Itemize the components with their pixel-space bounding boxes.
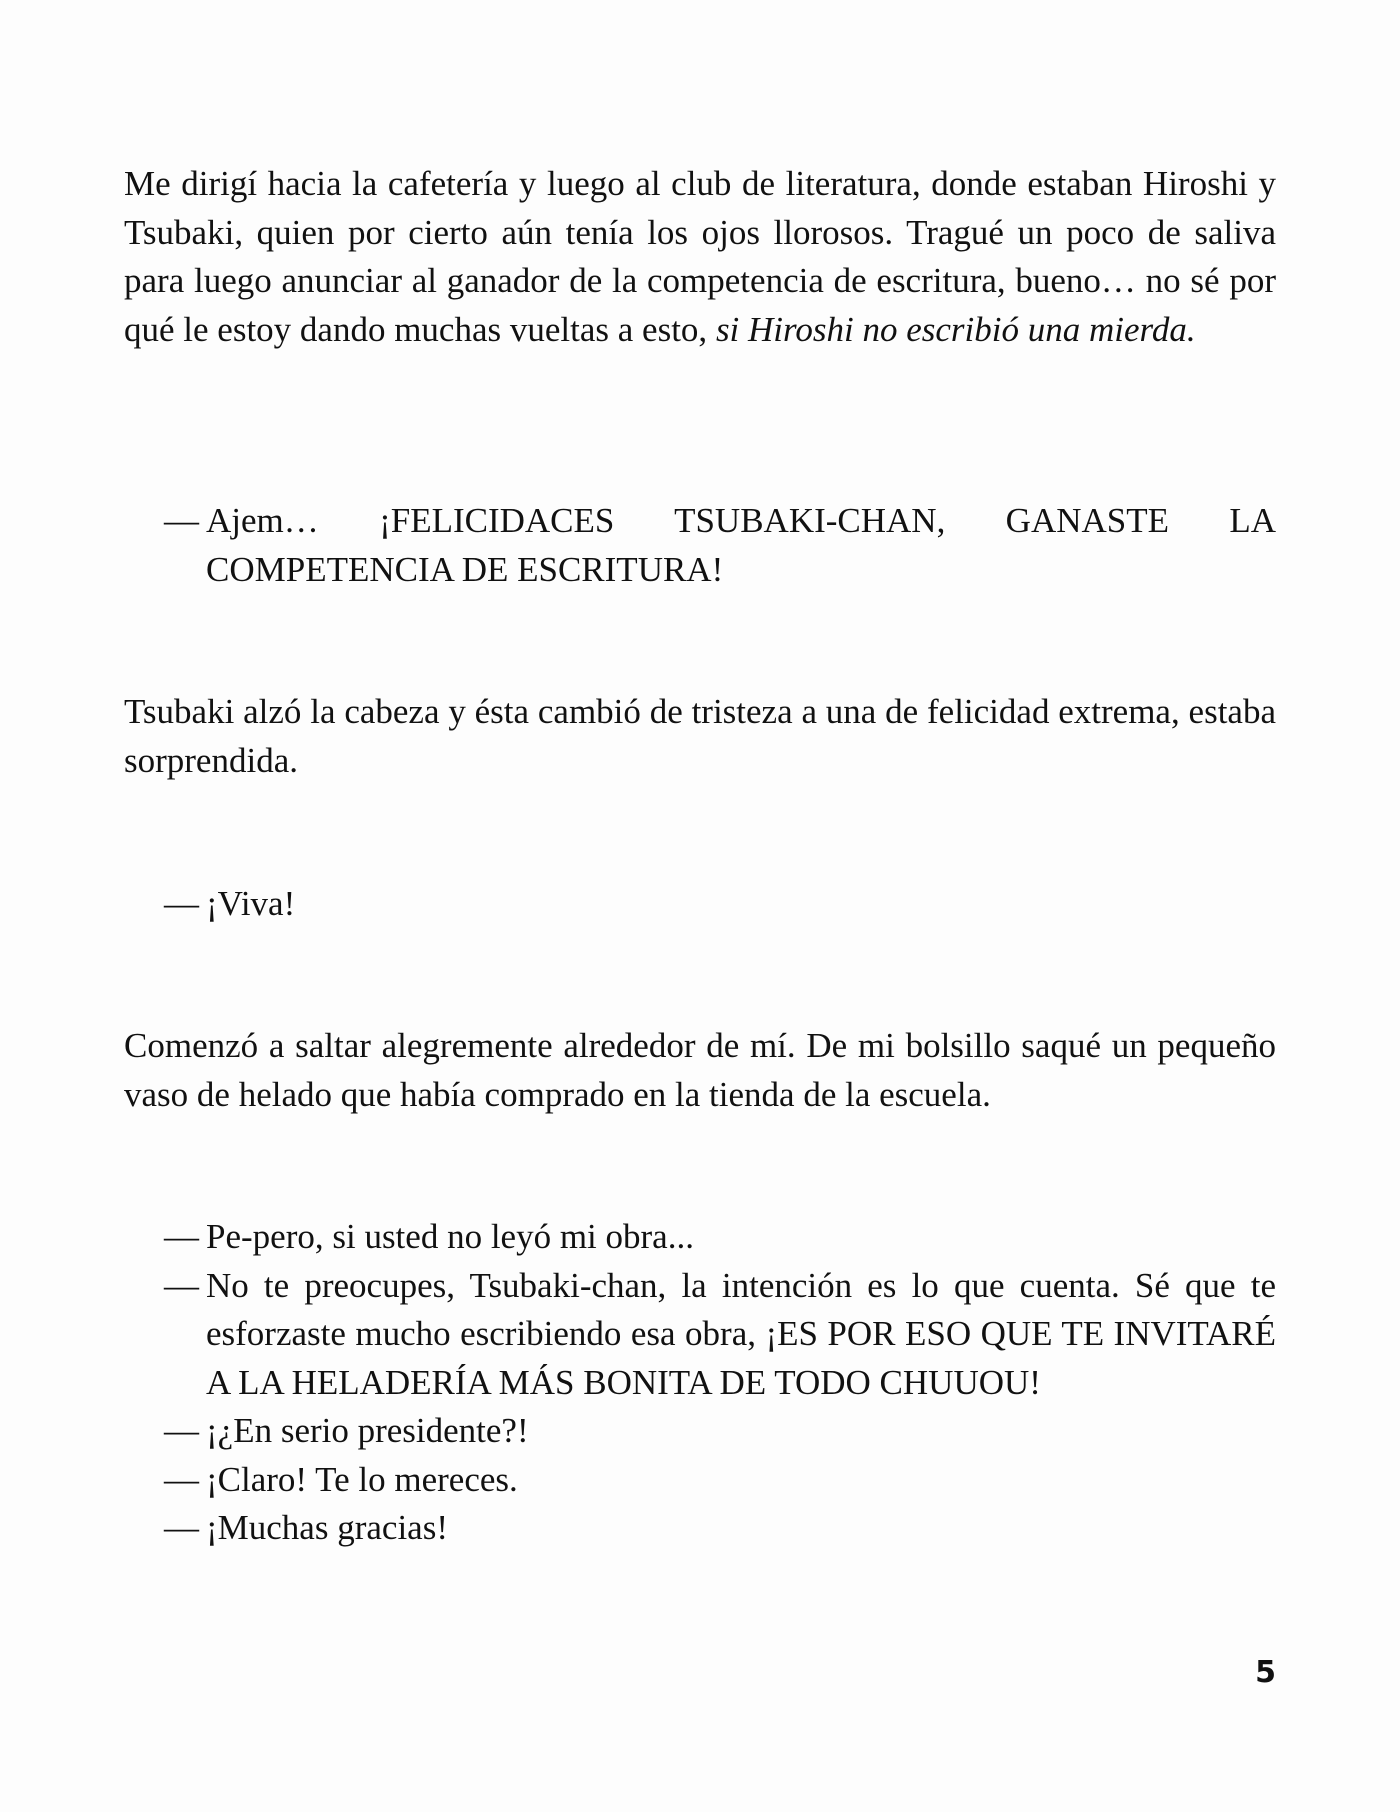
paragraph-text: Me dirigí hacia la cafetería y luego al club de literatura, donde estaban Hiroshi y Tsubaki, quien por cierto aún tenía los ojos llorosos. Tragué un poco de saliva para luego anunciar al ganador de la competencia de escritura, bueno… no sé por qué le estoy dando muchas vueltas a esto, (124, 164, 1276, 349)
dialogue-text: No te preocupes, Tsubaki-chan, la intención es lo que cuenta. Sé que te esforzaste mucho escribiendo esa obra, ¡ES POR ESO QUE TE INVITARÉ A LA HELADERÍA MÁS BONITA DE TODO CHUUOU! (206, 1265, 1276, 1402)
em-dash (164, 880, 206, 929)
dialogue-line (124, 1456, 1276, 1505)
dialogue-text: Ajem… ¡FELICIDACES TSUBAKI-CHAN, GANASTE LA COMPETENCIA DE ESCRITURA! (206, 501, 1276, 589)
dialogue-line (124, 1504, 1276, 1553)
paragraph-text: Tsubaki alzó la cabeza y ésta cambió de tristeza a una de felicidad extrema, estaba sorprendida. (124, 692, 1276, 780)
dialogue-text: ¡Viva! (206, 884, 296, 923)
dialogue-text: ¡¿En serio presidente?! (206, 1411, 529, 1450)
dialogue-line (124, 497, 1276, 594)
em-dash (164, 1262, 206, 1311)
dialogue-block (124, 1213, 1276, 1553)
em-dash (164, 1407, 206, 1456)
dialogue-block (124, 497, 1276, 594)
em-dash (164, 1213, 206, 1262)
dialogue-text: ¡Muchas gracias! (206, 1508, 448, 1547)
narrative-paragraph (124, 688, 1276, 785)
dialogue-line (124, 1262, 1276, 1408)
dialogue-block (124, 880, 1276, 929)
em-dash (164, 497, 206, 546)
dialogue-text: ¡Claro! Te lo mereces. (206, 1459, 518, 1499)
narrative-paragraph (124, 160, 1276, 354)
dialogue-line (124, 1407, 1276, 1456)
narrative-paragraph (124, 1022, 1276, 1119)
italic-thought: si Hiroshi no escribió una mierda. (715, 309, 1196, 349)
em-dash (164, 1504, 206, 1553)
dialogue-line (124, 1213, 1276, 1262)
dialogue-text: Pe-pero, si usted no leyó mi obra... (206, 1217, 694, 1256)
page-number: 5 (1255, 1655, 1276, 1690)
em-dash (164, 1456, 206, 1505)
dialogue-line (124, 880, 1276, 929)
paragraph-text: Comenzó a saltar alegremente alrededor de mí. De mi bolsillo saqué un pequeño vaso de helado que había comprado en la tienda de la escuela. (124, 1026, 1276, 1114)
